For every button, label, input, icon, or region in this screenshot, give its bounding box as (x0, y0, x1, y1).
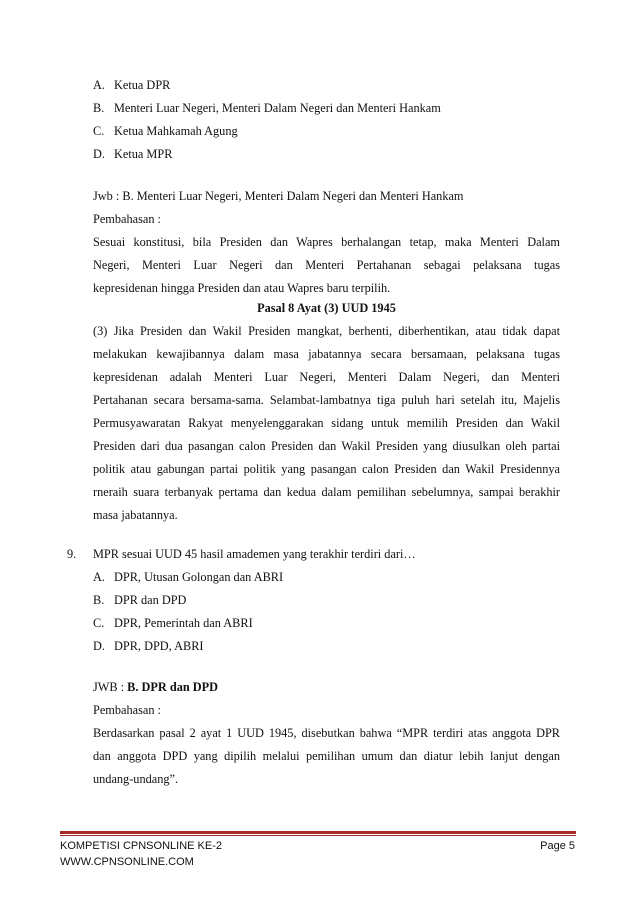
pasal-line: Permusyawaratan Rakyat menyelenggarakan sidang untuk memilih Presiden dan Wakil (93, 416, 560, 430)
option-text: DPR, DPD, ABRI (114, 639, 204, 653)
option-text: DPR, Utusan Golongan dan ABRI (114, 570, 284, 584)
q8-explanation-line: Sesuai konstitusi, bila Presiden dan Wapres berhalangan tetap, maka Menteri Dalam (93, 235, 560, 249)
option-text: Ketua DPR (114, 78, 171, 92)
option-text: DPR dan DPD (114, 593, 187, 607)
q9-answer (93, 680, 218, 695)
q9-question: MPR sesuai UUD 45 hasil amademen yang terakhir terdiri dari… (93, 547, 416, 561)
option-letter: A. (93, 570, 105, 584)
footer-rule-thin (60, 835, 576, 836)
footer-rule-thick (60, 831, 576, 834)
q9-explanation-line: Berdasarkan pasal 2 ayat 1 UUD 1945, disebutkan bahwa “MPR terdiri atas anggota DPR (93, 726, 560, 740)
q8-answer: Jwb : B. Menteri Luar Negeri, Menteri Dalam Negeri dan Menteri Hankam (93, 189, 464, 203)
q9-explanation-line: undang-undang”. (93, 772, 179, 786)
q9-explanation-line: dan anggota DPD yang dipilih melalui pemilihan umum dan diatur lebih lanjut dengan (93, 749, 560, 763)
q8-explanation-line: Negeri, Menteri Luar Negeri dan Menteri Pertahanan sebagai pelaksana tugas (93, 258, 560, 272)
q9-option-c (93, 616, 253, 631)
pasal-line: (3) Jika Presiden dan Wakil Presiden mangkat, berhenti, diberhentikan, atau tidak dapat (93, 324, 560, 338)
q9-number: 9. (67, 547, 77, 561)
pasal-line: melakukan kewajibannya dalam masa jabatannya secara bersamaan, pelaksana tugas (93, 347, 560, 361)
option-letter: C. (93, 616, 105, 630)
option-letter: C. (93, 124, 105, 138)
q9-option-a (93, 570, 283, 585)
pasal-line: masa jabatannya. (93, 508, 178, 522)
option-letter: B. (93, 593, 105, 607)
pasal-line: rneraih suara terbanyak pertama dan kedua dalam pemilihan sebelumnya, sampai berakhir (93, 485, 560, 499)
footer-title: KOMPETISI CPNSONLINE KE-2 (60, 840, 222, 852)
q8-pembahasan-label: Pembahasan : (93, 212, 161, 226)
pasal-line: kepresidenan adalah Menteri Luar Negeri, Menteri Dalam Negeri, dan Menteri (93, 370, 560, 384)
pasal-line: Pertahanan secara bersama-sama. Selambat-lambatnya tiga puluh hari setelah itu, Majelis (93, 393, 560, 407)
option-letter: B. (93, 101, 105, 115)
option-text: Ketua MPR (114, 147, 173, 161)
q8-option-a (93, 78, 170, 93)
q8-option-d (93, 147, 172, 162)
option-text: Menteri Luar Negeri, Menteri Dalam Negeri dan Menteri Hankam (114, 101, 441, 115)
option-letter: D. (93, 147, 105, 161)
footer-website: WWW.CPNSONLINE.COM (60, 856, 194, 868)
answer-prefix: JWB : (93, 680, 128, 694)
option-text: DPR, Pemerintah dan ABRI (114, 616, 253, 630)
answer-value: B. DPR dan DPD (127, 680, 219, 694)
option-text: Ketua Mahkamah Agung (114, 124, 238, 138)
pasal-line: politik atau gabungan partai politik yang pasangan calon Presiden dan Wakil Presidennya (93, 462, 560, 476)
q9-option-d (93, 639, 204, 654)
option-letter: A. (93, 78, 105, 92)
q8-option-c (93, 124, 238, 139)
page-number: Page 5 (540, 840, 575, 852)
q9-option-b (93, 593, 186, 608)
q8-option-b (93, 101, 441, 116)
pasal-line: Presiden dari dua pasangan calon Presiden dan Wakil Presiden yang diusulkan oleh partai (93, 439, 560, 453)
option-letter: D. (93, 639, 105, 653)
pasal-heading: Pasal 8 Ayat (3) UUD 1945 (257, 301, 396, 315)
q8-explanation-line: kepresidenan hingga Presiden dan atau Wapres baru terpilih. (93, 281, 391, 295)
q9-pembahasan-label: Pembahasan : (93, 703, 161, 717)
